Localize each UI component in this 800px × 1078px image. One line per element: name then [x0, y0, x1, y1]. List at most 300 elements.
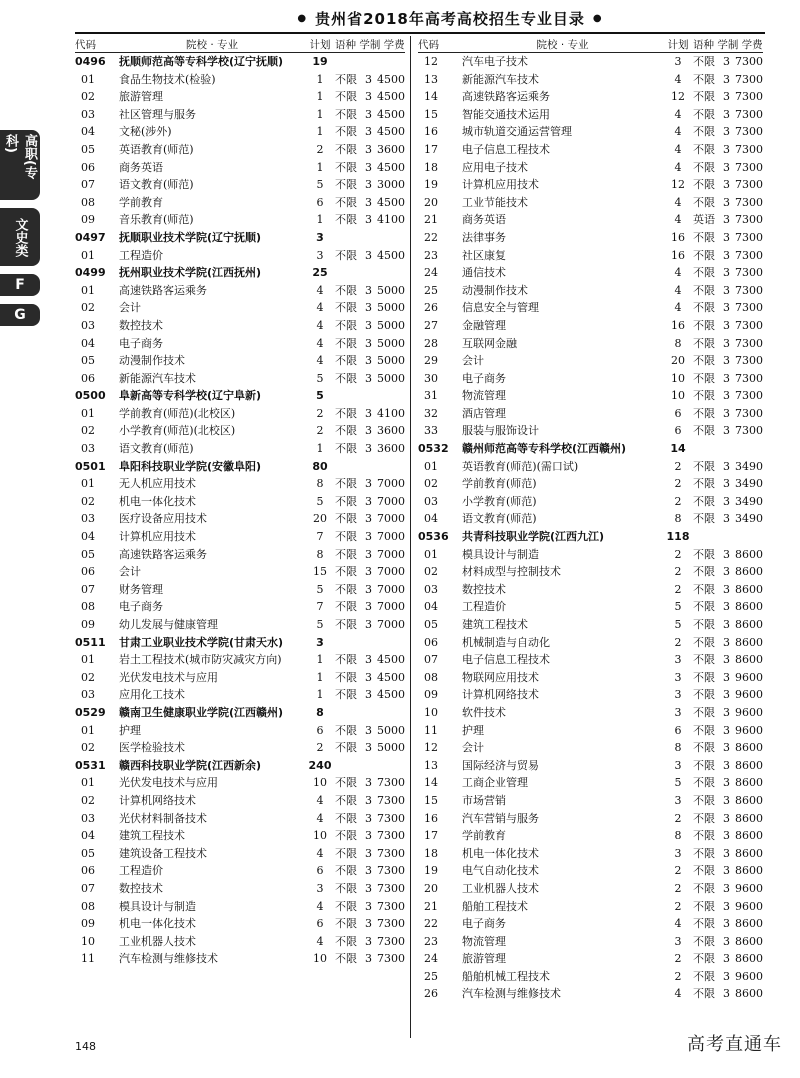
- tuition-fee: 7000: [377, 582, 405, 596]
- plan-count: 2: [674, 565, 682, 579]
- major-name: 动漫制作技术: [119, 354, 185, 368]
- plan-count: 2: [316, 142, 324, 156]
- language-req: 不限: [335, 618, 357, 631]
- tuition-fee: 3490: [735, 459, 763, 473]
- plan-count: 80: [312, 459, 328, 473]
- enrollment-info: [693, 863, 763, 878]
- tuition-fee: 4100: [377, 213, 405, 227]
- major-code: 05: [81, 354, 95, 368]
- tuition-fee: 8600: [735, 864, 763, 878]
- tuition-fee: 7300: [377, 952, 405, 966]
- tuition-fee: 7300: [377, 917, 405, 931]
- enrollment-info: [335, 160, 405, 175]
- major-name: 学前教育: [462, 829, 506, 843]
- plan-count: 3: [316, 230, 324, 244]
- major-name: 市场营销: [462, 793, 506, 807]
- major-name: 物流管理: [462, 934, 506, 948]
- page-header: [150, 6, 750, 30]
- enrollment-info: [335, 793, 405, 808]
- major-code: 06: [81, 864, 95, 878]
- major-row: [418, 950, 763, 968]
- major-code: 24: [424, 266, 438, 280]
- plan-count: 10: [313, 952, 327, 966]
- study-years: 3: [723, 899, 730, 913]
- study-years: 3: [723, 178, 730, 192]
- language-req: 不限: [693, 899, 715, 913]
- major-code: 08: [81, 600, 95, 614]
- major-name: 通信技术: [462, 266, 506, 280]
- plan-count: 1: [316, 90, 324, 104]
- major-name: 学前教育(师范)(北校区): [119, 406, 236, 420]
- study-years: 3: [365, 477, 372, 491]
- major-name: 旅游管理: [119, 90, 163, 104]
- plan-count: 4: [674, 125, 682, 139]
- study-years: 3: [723, 723, 730, 737]
- major-code: 05: [81, 142, 95, 156]
- major-row: [418, 71, 763, 89]
- language-req: 不限: [693, 107, 715, 121]
- major-name: 动漫制作技术: [462, 283, 528, 297]
- language-req: 不限: [335, 160, 357, 174]
- major-code: 07: [81, 178, 95, 192]
- study-years: 3: [723, 705, 730, 719]
- major-code: 12: [424, 55, 438, 68]
- enrollment-info: [335, 300, 405, 315]
- study-years: 3: [723, 618, 730, 631]
- major-code: 10: [81, 934, 95, 948]
- study-years: 3: [365, 90, 372, 104]
- major-row: [418, 616, 763, 634]
- plan-count: 4: [316, 899, 324, 913]
- language-req: 不限: [693, 371, 715, 385]
- enrollment-info: [693, 54, 763, 69]
- major-row: [418, 282, 763, 300]
- language-req: 不限: [693, 987, 715, 1001]
- tuition-fee: 7300: [735, 248, 763, 262]
- school-name: 阜阳科技职业学院(安徽阜阳): [119, 459, 262, 473]
- major-name: 新能源汽车技术: [119, 371, 196, 385]
- enrollment-info: [693, 705, 763, 720]
- plan-count: 1: [316, 107, 324, 121]
- language-req: 不限: [335, 283, 357, 297]
- major-name: 语文教育(师范): [462, 512, 537, 526]
- plan-count: 2: [674, 952, 682, 966]
- major-row: [418, 915, 763, 933]
- major-row: [418, 510, 763, 528]
- major-code: 06: [81, 160, 95, 174]
- plan-count: 4: [674, 266, 682, 280]
- major-name: 会计: [462, 741, 484, 755]
- language-req: 不限: [693, 125, 715, 139]
- study-years: 3: [365, 318, 372, 332]
- major-row: [418, 194, 763, 212]
- study-years: 3: [723, 354, 730, 368]
- major-name: 高速铁路客运乘务: [119, 547, 207, 561]
- major-code: 26: [424, 987, 438, 1001]
- study-years: 3: [723, 406, 730, 420]
- major-name: 高速铁路客运乘务: [462, 90, 550, 104]
- major-row: [75, 933, 405, 951]
- tuition-fee: 7300: [735, 72, 763, 86]
- tuition-fee: 8600: [735, 934, 763, 948]
- major-code: 03: [81, 318, 95, 332]
- plan-count: 1: [316, 653, 324, 667]
- study-years: 3: [723, 55, 730, 68]
- major-name: 机械制造与自动化: [462, 635, 550, 649]
- major-row: [418, 898, 763, 916]
- school-name: 赣西科技职业学院(江西新余): [119, 758, 262, 772]
- major-name: 财务管理: [119, 582, 163, 596]
- study-years: 3: [723, 987, 730, 1001]
- major-row: [75, 739, 405, 757]
- study-years: 3: [365, 406, 372, 420]
- major-code: 03: [81, 811, 95, 825]
- tuition-fee: 8600: [735, 811, 763, 825]
- enrollment-info: [335, 899, 405, 914]
- language-req: 不限: [693, 160, 715, 174]
- tuition-fee: 8600: [735, 653, 763, 667]
- tab-letter-g[interactable]: G: [0, 304, 40, 326]
- language-req: 不限: [335, 494, 357, 508]
- plan-count: 5: [316, 618, 324, 631]
- plan-count: 2: [674, 459, 682, 473]
- plan-count: 2: [674, 477, 682, 491]
- major-name: 会计: [462, 354, 484, 368]
- enrollment-info: [693, 476, 763, 491]
- major-name: 岩土工程技术(城市防灾减灾方向): [119, 653, 282, 667]
- page-number: 148: [75, 1040, 96, 1053]
- tuition-fee: 9600: [735, 670, 763, 684]
- tuition-fee: 7000: [377, 477, 405, 491]
- plan-count: 4: [674, 987, 682, 1001]
- school-name: 抚顺职业技术学院(辽宁抚顺): [119, 230, 262, 244]
- plan-count: 1: [316, 670, 324, 684]
- major-code: 25: [424, 969, 438, 983]
- major-name: 工业机器人技术: [119, 934, 196, 948]
- study-years: 3: [723, 934, 730, 948]
- major-row: [75, 422, 405, 440]
- col-code-header: 代码: [75, 38, 96, 51]
- major-row: [75, 194, 405, 212]
- column-divider: [410, 36, 411, 1038]
- major-name: 汽车电子技术: [462, 55, 528, 68]
- enrollment-info: [693, 723, 763, 738]
- right-rows: [418, 53, 763, 1003]
- language-req: 不限: [335, 301, 357, 315]
- major-row: [75, 810, 405, 828]
- major-code: 22: [424, 917, 438, 931]
- major-row: [418, 387, 763, 405]
- major-code: 02: [424, 477, 438, 491]
- tuition-fee: 7300: [735, 318, 763, 332]
- tuition-fee: 8600: [735, 758, 763, 772]
- study-years: 3: [723, 512, 730, 526]
- major-row: [75, 792, 405, 810]
- study-years: 3: [365, 424, 372, 438]
- major-name: 计算机网络技术: [462, 688, 539, 702]
- plan-count: 8: [316, 705, 324, 719]
- tuition-fee: 8600: [735, 600, 763, 614]
- tuition-fee: 7300: [735, 371, 763, 385]
- tuition-fee: 7000: [377, 600, 405, 614]
- enrollment-info: [335, 353, 405, 368]
- enrollment-info: [335, 740, 405, 755]
- tab-vocational[interactable]: 高职(专科): [0, 130, 40, 200]
- plan-count: 2: [674, 494, 682, 508]
- major-code: 33: [424, 424, 438, 438]
- language-req: 不限: [693, 793, 715, 807]
- language-req: 不限: [335, 600, 357, 614]
- tuition-fee: 5000: [377, 723, 405, 737]
- enrollment-info: [693, 916, 763, 931]
- school-row: [75, 704, 405, 722]
- major-name: 食品生物技术(检验): [119, 72, 216, 86]
- study-years: 3: [365, 670, 372, 684]
- tab-letter-f[interactable]: F: [0, 274, 40, 296]
- language-req: 不限: [335, 213, 357, 227]
- enrollment-info: [335, 599, 405, 614]
- plan-count: 1: [316, 160, 324, 174]
- school-row: [418, 440, 763, 458]
- tuition-fee: 7300: [377, 829, 405, 843]
- language-req: 不限: [693, 283, 715, 297]
- study-years: 3: [723, 107, 730, 121]
- school-code: 0497: [75, 230, 106, 244]
- school-code: 0496: [75, 55, 106, 68]
- school-code: 0511: [75, 635, 106, 649]
- major-row: [75, 123, 405, 141]
- major-code: 04: [81, 530, 95, 544]
- col-plan-header: 计划: [667, 38, 689, 51]
- enrollment-info: [335, 423, 405, 438]
- plan-count: 2: [674, 899, 682, 913]
- language-req: 不限: [335, 881, 357, 895]
- major-name: 工程造价: [462, 600, 506, 614]
- major-row: [418, 634, 763, 652]
- enrollment-info: [335, 107, 405, 122]
- language-req: 不限: [693, 829, 715, 843]
- right-column: [418, 36, 763, 1003]
- enrollment-info: [693, 107, 763, 122]
- tuition-fee: 7300: [735, 55, 763, 68]
- col-plan-header: 计划: [309, 38, 331, 51]
- tuition-fee: 4500: [377, 125, 405, 139]
- major-row: [418, 176, 763, 194]
- major-row: [418, 335, 763, 353]
- language-req: 不限: [335, 688, 357, 702]
- study-years: 3: [723, 195, 730, 209]
- major-row: [418, 581, 763, 599]
- major-code: 02: [81, 424, 95, 438]
- plan-count: 10: [313, 829, 327, 843]
- study-years: 3: [723, 248, 730, 262]
- major-code: 04: [81, 125, 95, 139]
- major-code: 08: [81, 195, 95, 209]
- enrollment-info: [335, 371, 405, 386]
- school-row: [75, 264, 405, 282]
- major-name: 软件技术: [462, 705, 506, 719]
- major-name: 医疗设备应用技术: [119, 512, 207, 526]
- enrollment-info: [335, 124, 405, 139]
- plan-count: 3: [674, 55, 682, 68]
- major-row: [418, 229, 763, 247]
- plan-count: 5: [316, 371, 324, 385]
- major-row: [75, 862, 405, 880]
- study-years: 3: [365, 723, 372, 737]
- major-row: [418, 546, 763, 564]
- tuition-fee: 5000: [377, 283, 405, 297]
- enrollment-info: [693, 617, 763, 632]
- tuition-fee: 8600: [735, 917, 763, 931]
- tuition-fee: 5000: [377, 371, 405, 385]
- major-name: 英语教育(师范): [119, 142, 194, 156]
- major-row: [75, 405, 405, 423]
- tab-liberal-arts[interactable]: 文史类: [0, 208, 40, 266]
- major-name: 电子商务: [462, 917, 506, 931]
- page-title: 贵州省2018年高考高校招生专业目录: [315, 9, 585, 28]
- enrollment-info: [335, 723, 405, 738]
- plan-count: 118: [666, 530, 690, 544]
- language-req: 不限: [693, 248, 715, 262]
- major-code: 16: [424, 811, 438, 825]
- school-name: 赣州师范高等专科学校(江西赣州): [462, 442, 627, 456]
- major-name: 语文教育(师范): [119, 442, 194, 456]
- school-row: [418, 528, 763, 546]
- language-req: 不限: [335, 248, 357, 262]
- major-row: [418, 475, 763, 493]
- study-years: 3: [723, 142, 730, 156]
- major-row: [418, 739, 763, 757]
- plan-count: 6: [316, 917, 324, 931]
- plan-count: 4: [674, 195, 682, 209]
- major-row: [418, 968, 763, 986]
- tuition-fee: 7300: [735, 424, 763, 438]
- major-row: [75, 845, 405, 863]
- enrollment-info: [693, 494, 763, 509]
- major-name: 金融管理: [462, 318, 506, 332]
- major-name: 机电一体化技术: [462, 846, 539, 860]
- enrollment-info: [335, 916, 405, 931]
- language-req: 不限: [335, 899, 357, 913]
- plan-count: 3: [674, 934, 682, 948]
- enrollment-info: [335, 811, 405, 826]
- major-code: 01: [81, 72, 95, 86]
- study-years: 3: [365, 934, 372, 948]
- col-info-header: 语种 学制 学费: [693, 38, 763, 51]
- major-code: 02: [81, 741, 95, 755]
- tuition-fee: 7300: [377, 881, 405, 895]
- major-code: 04: [81, 829, 95, 843]
- major-name: 旅游管理: [462, 952, 506, 966]
- plan-count: 16: [671, 230, 685, 244]
- tuition-fee: 5000: [377, 318, 405, 332]
- major-name: 法律事务: [462, 230, 506, 244]
- study-years: 3: [723, 670, 730, 684]
- major-code: 13: [424, 72, 438, 86]
- plan-count: 2: [316, 424, 324, 438]
- enrollment-info: [693, 986, 763, 1001]
- major-code: 27: [424, 318, 438, 332]
- plan-count: 7: [316, 600, 324, 614]
- school-name: 共青科技职业学院(江西九江): [462, 530, 605, 544]
- major-row: [75, 510, 405, 528]
- major-name: 互联网金融: [462, 336, 517, 350]
- plan-count: 4: [674, 213, 682, 227]
- major-row: [75, 475, 405, 493]
- study-years: 3: [365, 371, 372, 385]
- language-req: 不限: [693, 459, 715, 473]
- major-code: 26: [424, 301, 438, 315]
- language-req: 不限: [335, 336, 357, 350]
- major-row: [75, 282, 405, 300]
- major-row: [75, 299, 405, 317]
- major-code: 07: [424, 653, 438, 667]
- plan-count: 10: [671, 371, 685, 385]
- major-name: 光伏发电技术与应用: [119, 776, 218, 790]
- language-req: 不限: [335, 934, 357, 948]
- language-req: 不限: [693, 881, 715, 895]
- enrollment-info: [335, 617, 405, 632]
- language-req: 不限: [693, 72, 715, 86]
- language-req: 不限: [335, 793, 357, 807]
- plan-count: 5: [316, 582, 324, 596]
- major-name: 城市轨道交通运营管理: [462, 125, 572, 139]
- major-name: 工程造价: [119, 864, 163, 878]
- plan-count: 8: [674, 829, 682, 843]
- school-row: [75, 53, 405, 71]
- tuition-fee: 7300: [377, 793, 405, 807]
- major-row: [75, 898, 405, 916]
- plan-count: 2: [674, 811, 682, 825]
- language-req: 不限: [693, 512, 715, 526]
- enrollment-info: [335, 934, 405, 949]
- tuition-fee: 4500: [377, 670, 405, 684]
- tuition-fee: 7300: [735, 406, 763, 420]
- language-req: 不限: [693, 653, 715, 667]
- study-years: 3: [365, 864, 372, 878]
- plan-count: 240: [308, 758, 332, 772]
- plan-count: 10: [313, 776, 327, 790]
- enrollment-info: [693, 599, 763, 614]
- language-req: 不限: [335, 723, 357, 737]
- major-row: [418, 651, 763, 669]
- enrollment-info: [335, 283, 405, 298]
- plan-count: 12: [671, 178, 685, 192]
- tuition-fee: 8600: [735, 793, 763, 807]
- major-name: 数控技术: [119, 881, 163, 895]
- side-tabs: [0, 130, 44, 334]
- major-name: 护理: [119, 723, 141, 737]
- major-row: [75, 71, 405, 89]
- study-years: 3: [723, 266, 730, 280]
- major-row: [75, 159, 405, 177]
- language-req: 不限: [693, 741, 715, 755]
- major-code: 22: [424, 230, 438, 244]
- plan-count: 4: [674, 917, 682, 931]
- major-code: 07: [81, 582, 95, 596]
- major-code: 09: [81, 917, 95, 931]
- enrollment-info: [693, 582, 763, 597]
- enrollment-info: [335, 72, 405, 87]
- major-name: 建筑工程技术: [119, 829, 185, 843]
- school-row: [75, 229, 405, 247]
- major-name: 计算机网络技术: [119, 793, 196, 807]
- table-header: [75, 36, 405, 53]
- major-name: 光伏发电技术与应用: [119, 670, 218, 684]
- enrollment-info: [693, 89, 763, 104]
- plan-count: 5: [316, 389, 324, 403]
- enrollment-info: [335, 318, 405, 333]
